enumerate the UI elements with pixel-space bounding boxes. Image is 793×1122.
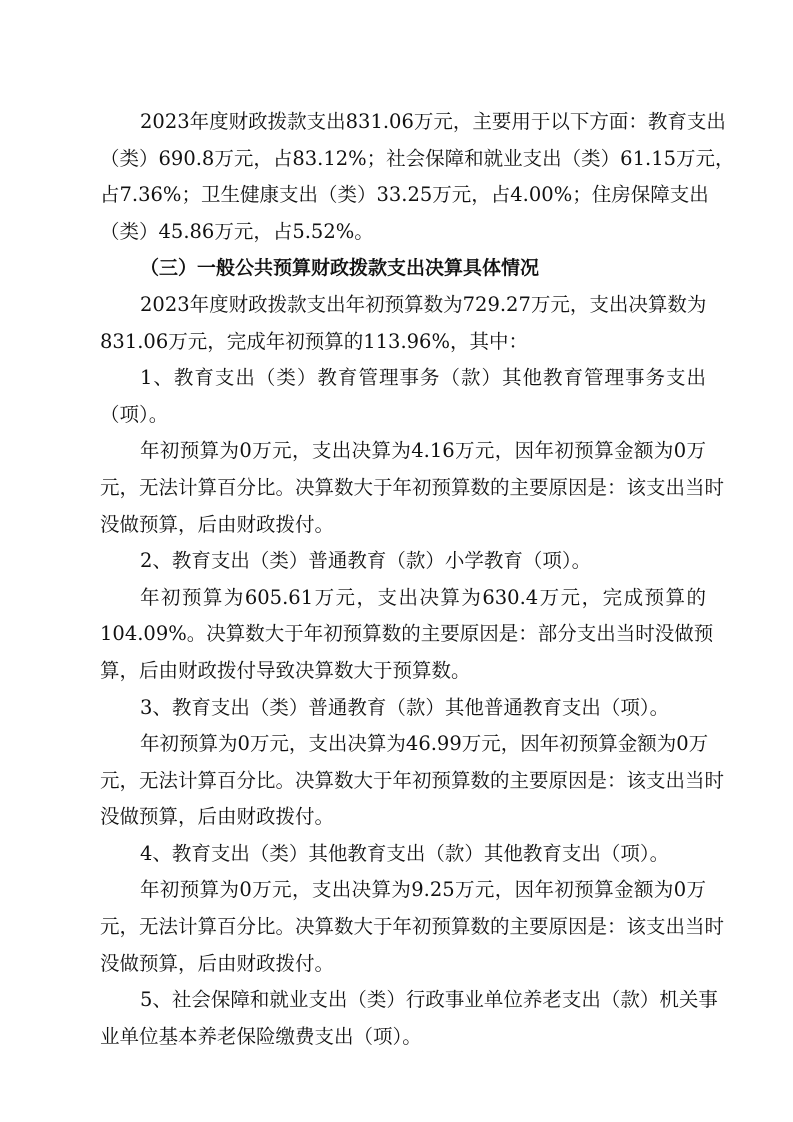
paragraph-line: 年初预算为0万元，支出决算为9.25万元，因年初预算金额为0万: [140, 878, 706, 902]
paragraph-line: 没做预算，后由财政拨付。: [100, 512, 335, 536]
paragraph-line: 年初预算为0万元，支出决算为4.16万元，因年初预算金额为0万: [140, 439, 706, 463]
paragraph-line: 2023年度财政拨款支出年初预算数为729.27万元，支出决算数为: [140, 292, 707, 316]
paragraph-line: （项）。: [100, 402, 169, 426]
paragraph-line: 年初预算为0万元，支出决算为46.99万元，因年初预算金额为0万: [140, 732, 709, 756]
paragraph: [100, 726, 725, 836]
paragraph: [100, 580, 714, 690]
paragraph: [100, 433, 725, 543]
paragraph: [100, 690, 706, 727]
paragraph: [100, 836, 706, 873]
paragraph: [100, 872, 725, 982]
heading-text: （三）一般公共预算财政拨款支出决算具体情况: [140, 257, 540, 280]
paragraph-line: 元，无法计算百分比。决算数大于年初预算数的主要原因是：该支出当时: [100, 768, 725, 792]
paragraph-line: 2023年度财政拨款支出831.06万元，主要用于以下方面：教育支出: [140, 110, 726, 133]
paragraph-line: 5、社会保障和就业支出（类）行政事业单位养老支出（款）机关事: [140, 988, 718, 1012]
paragraph: [100, 543, 706, 580]
paragraph-line: 1、教育支出（类）教育管理事务（款）其他教育管理事务支出: [140, 366, 706, 390]
paragraph-line: 元，无法计算百分比。决算数大于年初预算数的主要原因是：该支出当时: [100, 475, 725, 499]
paragraph-line: （类）690.8万元，占83.12%；社会保障和就业支出（类）61.15万元，: [100, 146, 735, 170]
paragraph-line: 2、教育支出（类）普通教育（款）小学教育（项）。: [140, 549, 592, 573]
paragraph-line: 占7.36%；卫生健康支出（类）33.25万元，占4.00%；住房保障支出: [100, 183, 709, 207]
paragraph: [100, 287, 706, 360]
paragraph-line: 没做预算，后由财政拨付。: [100, 951, 335, 975]
paragraph: [100, 104, 735, 250]
document-body: [100, 104, 735, 1055]
paragraph-line: 831.06万元，完成年初预算的113.96%，其中：: [100, 329, 528, 353]
section-heading: [100, 250, 706, 287]
paragraph: [100, 360, 706, 433]
paragraph-line: 4、教育支出（类）其他教育支出（款）其他教育支出（项）。: [140, 841, 670, 865]
paragraph-line: 元，无法计算百分比。决算数大于年初预算数的主要原因是：该支出当时: [100, 915, 725, 939]
paragraph-line: 算，后由财政拨付导致决算数大于预算数。: [100, 658, 471, 682]
paragraph-line: 104.09%。决算数大于年初预算数的主要原因是：部分支出当时没做预: [100, 622, 714, 646]
paragraph-line: 业单位基本养老保险缴费支出（项）。: [100, 1024, 422, 1048]
paragraph-line: 没做预算，后由财政拨付。: [100, 805, 335, 829]
paragraph-line: （类）45.86万元，占5.52%。: [100, 219, 374, 243]
paragraph-line: 3、教育支出（类）普通教育（款）其他普通教育支出（项）。: [140, 695, 670, 719]
paragraph-line: 年初预算为605.61万元，支出决算为630.4万元，完成预算的: [140, 585, 706, 609]
paragraph: [100, 982, 718, 1055]
